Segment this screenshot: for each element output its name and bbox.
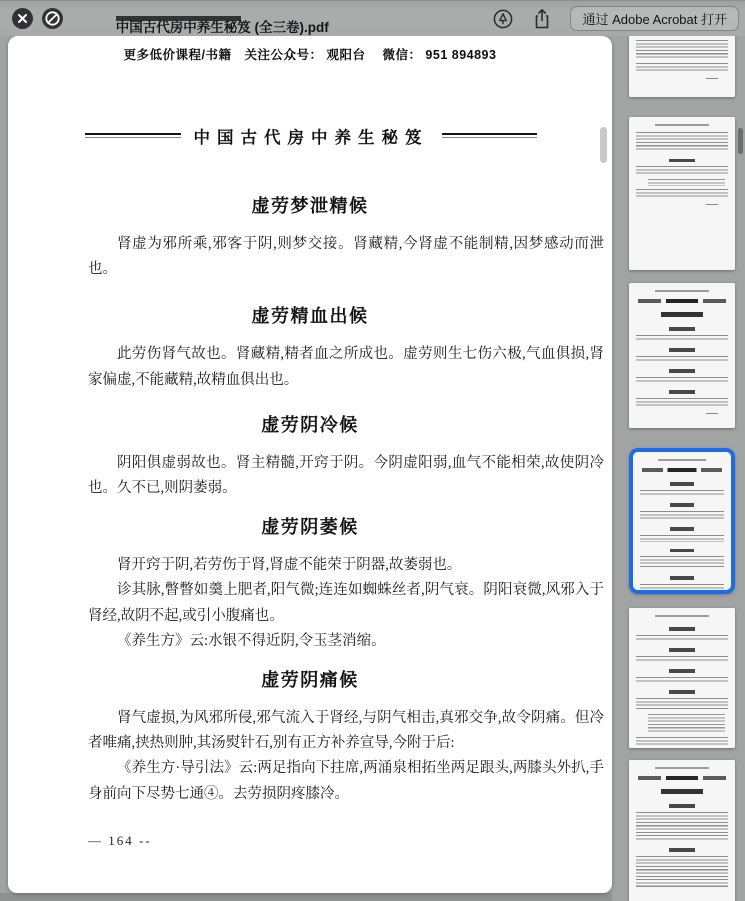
section-heading: 虚劳阴萎候 bbox=[261, 517, 359, 538]
thumbnail-text-lines bbox=[706, 413, 718, 415]
thumbnail-text-lines bbox=[661, 312, 703, 317]
thumbnail-text-lines bbox=[669, 848, 695, 852]
section-heading: 虚劳阴冷候 bbox=[261, 414, 359, 435]
thumbnail-text-lines bbox=[636, 398, 728, 408]
banner-rule-left bbox=[85, 133, 181, 139]
thumbnail-text-lines bbox=[636, 40, 728, 60]
close-button[interactable] bbox=[12, 8, 33, 29]
thumbnail-text-lines bbox=[636, 63, 728, 73]
share-button[interactable] bbox=[532, 7, 552, 31]
thumbnail-text-lines bbox=[640, 584, 724, 590]
circle-slash-icon bbox=[42, 8, 63, 29]
thumbnail-text-lines bbox=[669, 369, 695, 373]
thumbnail-text-lines bbox=[655, 290, 708, 292]
thumbnail-text-lines bbox=[706, 204, 718, 206]
markup-button[interactable] bbox=[492, 8, 514, 30]
thumbnail-page-preview bbox=[629, 760, 735, 901]
thumbnail-text-lines bbox=[640, 556, 724, 569]
thumbnail-text-lines bbox=[655, 767, 708, 769]
section-heading: 虚劳精血出候 bbox=[251, 306, 369, 327]
thumbnail-text-lines bbox=[669, 327, 695, 331]
thumbnail-text-lines bbox=[636, 812, 728, 842]
thumbnail-text-lines bbox=[658, 459, 707, 461]
section-heading: 虚劳阴痛候 bbox=[261, 670, 359, 691]
thumbnail-text-lines bbox=[669, 390, 695, 394]
banner-rule-right bbox=[442, 133, 538, 139]
page-thumbnail[interactable] bbox=[629, 760, 735, 901]
thumbnail-text-lines bbox=[642, 468, 723, 472]
section-paragraph: 《养生方》云:水银不得近阴,令玉茎消缩。 bbox=[117, 632, 386, 649]
section-paragraph: 肾气虚损,为风邪所侵,邪气流入于肾经,与阴气相击,真邪交争,故令阴痛。但冷者唯痛,挟热则肿,其汤熨针石,别有正方补养宣导,今附于后: bbox=[88, 710, 604, 752]
section-paragraph: 此劳伤肾气故也。肾藏精,精者血之所成也。虚劳则生七伤六极,气血俱损,肾家偏虚,不能藏精,故精血俱出也。 bbox=[88, 346, 604, 388]
thumbnail-text-lines bbox=[648, 714, 725, 734]
section-yinleng bbox=[8, 413, 612, 501]
promo-header-text: 更多低价课程/书籍 关注公众号： 观阳台 微信： 951 894893 bbox=[123, 48, 497, 62]
page-number: — 164 -- bbox=[88, 832, 152, 848]
thumbnail-text-lines bbox=[638, 776, 726, 780]
thumbnail-text-lines bbox=[636, 356, 728, 363]
page-thumbnail-selected[interactable] bbox=[629, 448, 735, 594]
thumbnail-text-lines bbox=[636, 677, 728, 684]
thumbnail-text-lines bbox=[636, 698, 728, 711]
main-scrollbar-thumb[interactable] bbox=[600, 127, 607, 163]
thumbnail-page-preview bbox=[629, 36, 735, 97]
book-title-banner bbox=[85, 124, 537, 148]
section-heading: 虚劳梦泄精候 bbox=[251, 196, 369, 216]
page-thumbnail[interactable] bbox=[629, 283, 735, 428]
thumbnail-text-lines bbox=[670, 549, 694, 553]
thumbnail-page-preview bbox=[633, 452, 731, 590]
window-bottom-edge bbox=[0, 893, 612, 901]
thumbnail-text-lines bbox=[669, 648, 695, 652]
thumbnail-text-lines bbox=[636, 635, 728, 642]
thumbnail-text-lines bbox=[669, 690, 695, 694]
section-paragraph: 阴阳俱虚弱故也。肾主精髓,开窍于阴。今阴虚阳弱,血气不能相荣,故使阴冷也。久不已,则阴萎弱。 bbox=[88, 454, 604, 497]
block-download-button[interactable] bbox=[42, 8, 63, 29]
section-paragraph: 肾虚为邪所乘,邪客于阴,则梦交接。肾藏精,今肾虚不能制精,因梦感动而泄也。 bbox=[88, 236, 604, 278]
window-title: 中国古代房中养生秘笈 (全三卷).pdf bbox=[116, 16, 242, 21]
thumbnail-text-lines bbox=[670, 482, 694, 486]
thumbnail-text-lines bbox=[640, 490, 724, 497]
thumbnail-text-lines bbox=[636, 856, 728, 889]
thumbnail-text-lines bbox=[636, 189, 728, 199]
page-thumbnail[interactable] bbox=[629, 608, 735, 748]
thumbnail-text-lines bbox=[636, 377, 728, 384]
thumbnail-text-lines bbox=[670, 503, 694, 507]
thumbnail-page-preview bbox=[629, 608, 735, 748]
thumbnail-text-lines bbox=[669, 669, 695, 673]
thumbnail-sidebar bbox=[612, 36, 745, 901]
section-paragraph: 诊其脉,瞥瞥如羹上肥者,阳气微;连连如蜘蛛丝者,阴气衰。阴阳衰微,风邪入于肾经,故阴不起,或引小腹痛也。 bbox=[88, 582, 604, 624]
thumbnail-text-lines bbox=[640, 535, 724, 542]
section-paragraph: 《养生方·导引法》云:两足指向下拄席,两涌泉相拓坐两足跟头,两膝头外扒,手身前向下尽势七通④。去劳损阴疼膝冷。 bbox=[88, 760, 604, 802]
thumbnail-text-lines bbox=[655, 124, 708, 126]
pdf-page bbox=[8, 36, 612, 893]
thumbnail-text-lines bbox=[670, 576, 694, 580]
section-mengxiejing bbox=[8, 194, 612, 282]
thumbnail-text-lines bbox=[638, 299, 726, 303]
share-icon bbox=[532, 7, 552, 31]
thumbnail-text-lines bbox=[670, 527, 694, 531]
window-titlebar bbox=[0, 0, 745, 36]
thumbnail-text-lines bbox=[669, 159, 695, 163]
thumbnail-text-lines bbox=[655, 615, 708, 617]
book-title: 中国古代房中养生秘笈 bbox=[193, 128, 429, 147]
thumbnail-text-lines bbox=[669, 804, 695, 808]
thumbnail-page-preview bbox=[629, 283, 735, 428]
thumbnail-text-lines bbox=[669, 627, 695, 631]
thumbnail-text-lines bbox=[669, 348, 695, 352]
section-yintong bbox=[8, 668, 612, 807]
page-thumbnail[interactable] bbox=[629, 117, 735, 270]
thumbnail-text-lines bbox=[648, 179, 725, 186]
thumbnail-text-lines bbox=[636, 132, 728, 152]
section-yinwei bbox=[8, 515, 612, 654]
thumbnail-page-preview bbox=[629, 117, 735, 270]
sidebar-scrollbar-thumb[interactable] bbox=[738, 128, 743, 154]
section-jingxuechu bbox=[8, 304, 612, 392]
markup-pen-icon bbox=[492, 8, 514, 30]
thumbnail-text-lines bbox=[640, 511, 724, 521]
thumbnail-text-lines bbox=[636, 166, 728, 176]
thumbnail-text-lines bbox=[661, 789, 703, 794]
page-thumbnail[interactable] bbox=[629, 36, 735, 97]
thumbnail-text-lines bbox=[636, 335, 728, 342]
open-in-acrobat-button[interactable]: 通过 Adobe Acrobat 打开 bbox=[570, 6, 739, 31]
section-paragraph: 肾开窍于阴,若劳伤于肾,肾虚不能荣于阴器,故萎弱也。 bbox=[117, 557, 462, 574]
thumbnail-text-lines bbox=[636, 737, 728, 747]
thumbnail-text-lines bbox=[636, 79, 728, 91]
thumbnail-text-lines bbox=[636, 656, 728, 663]
close-icon bbox=[17, 13, 28, 24]
